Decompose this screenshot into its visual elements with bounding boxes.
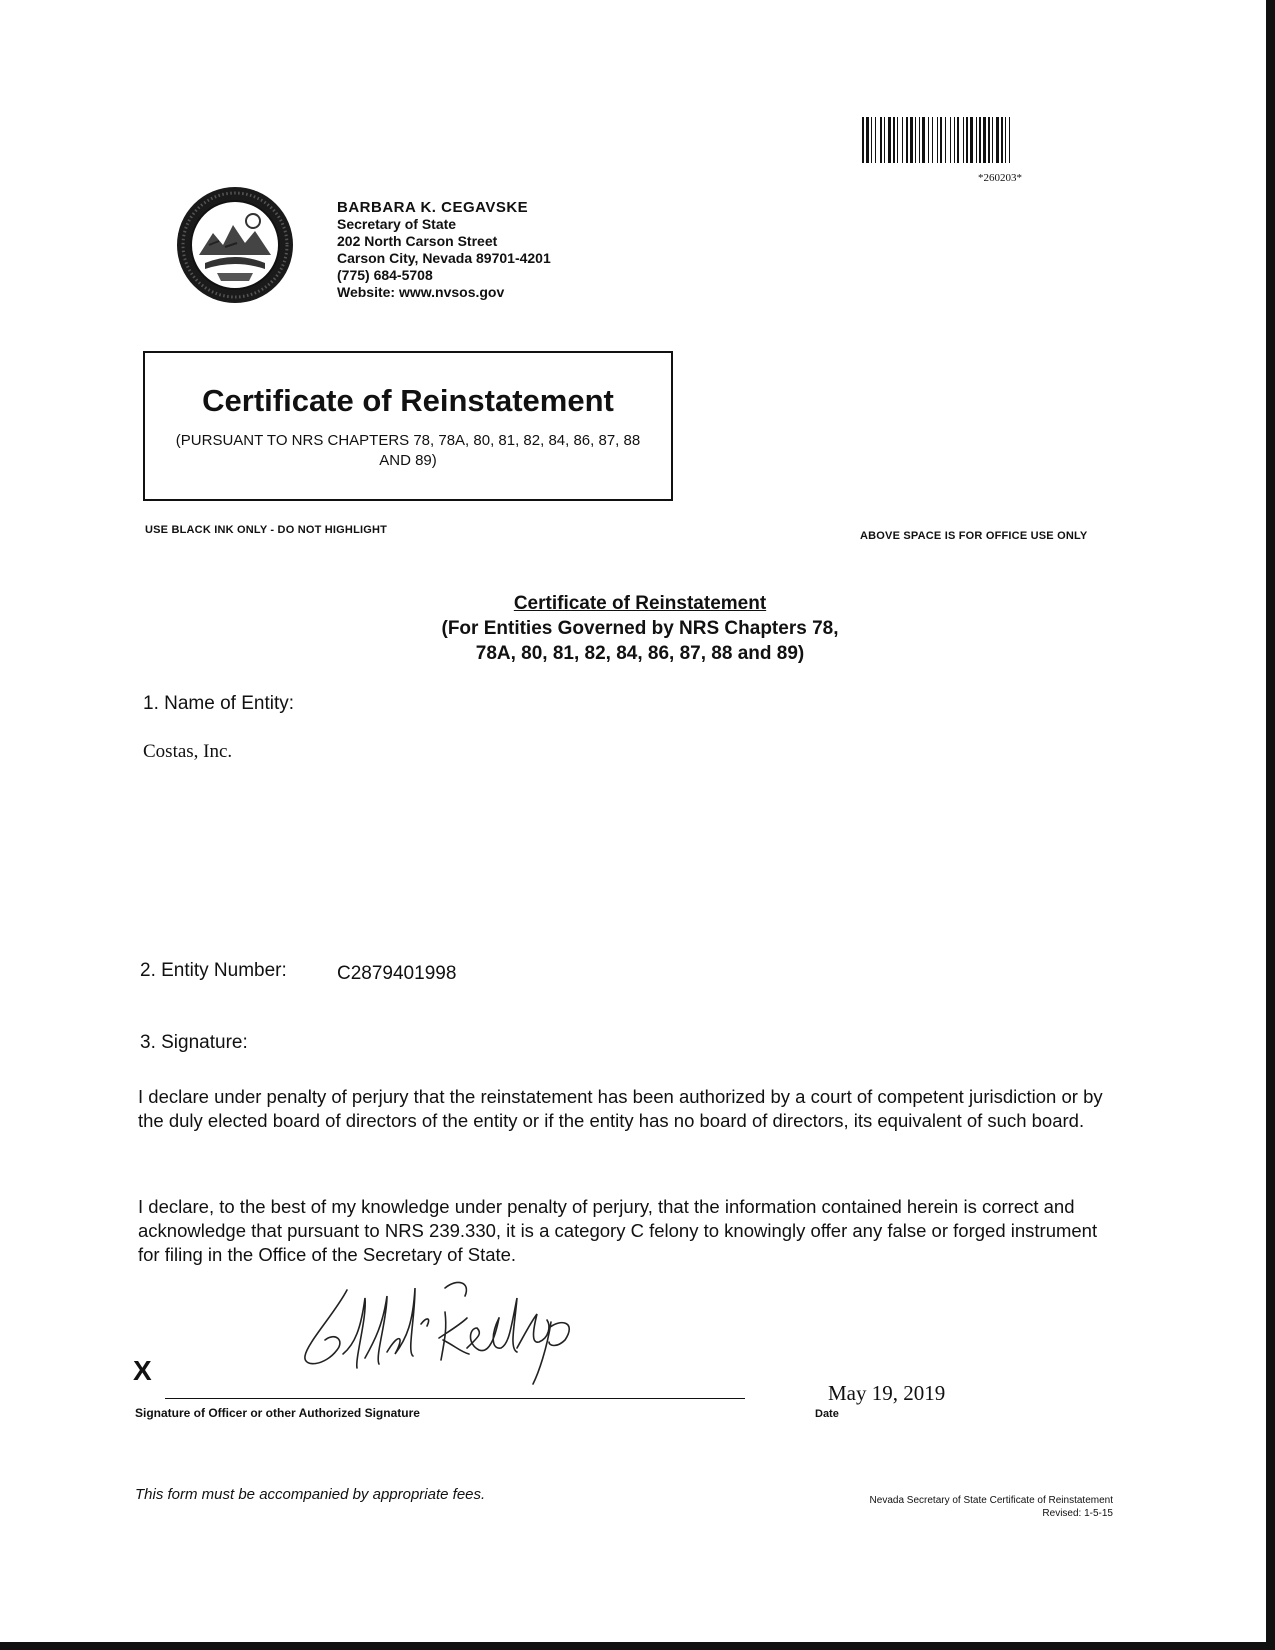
heading-title: Certificate of Reinstatement — [513, 593, 767, 614]
entity-name-label: 1. Name of Entity: — [143, 693, 295, 714]
entity-name-value: Costas, Inc. — [143, 741, 233, 762]
signature-line — [165, 1398, 745, 1399]
ink-instruction: USE BLACK INK ONLY - DO NOT HIGHLIGHT — [145, 524, 388, 536]
entity-number-label: 2. Entity Number: — [140, 960, 287, 981]
heading-line-2: (For Entities Governed by NRS Chapters 78, — [441, 618, 839, 639]
nevada-seal-icon — [175, 185, 295, 305]
form-title: Certificate of Reinstatement — [202, 383, 614, 418]
handwritten-signature — [295, 1268, 585, 1388]
barcode-image — [862, 117, 1138, 163]
office-phone: (775) 684-5708 — [337, 267, 433, 283]
declaration-paragraph-1: I declare under penalty of perjury that the reinstatement has been authorized by a court of competent jurisdiction or by the duly elected board of directors of the entity or if the entity has no board of directors, its equivalent of such board. — [138, 1086, 1103, 1131]
form-subtitle: (PURSUANT TO NRS CHAPTERS 78, 78A, 80, 81, 82, 84, 86, 87, 88 AND 89) — [175, 432, 641, 469]
date-value: May 19, 2019 — [828, 1381, 946, 1405]
signature-caption: Signature of Officer or other Authorized Signature — [135, 1406, 420, 1420]
heading-line-3: 78A, 80, 81, 82, 84, 86, 87, 88 and 89) — [475, 643, 805, 664]
secretary-of-state-address — [337, 199, 551, 301]
form-title-box — [143, 351, 673, 501]
office-city: Carson City, Nevada 89701-4201 — [337, 250, 551, 266]
signature-label: 3. Signature: — [140, 1032, 248, 1053]
footer-form-name: Nevada Secretary of State Certificate of Reinstatement — [869, 1495, 1113, 1506]
fees-note: This form must be accompanied by appropriate fees. — [135, 1486, 486, 1503]
section-heading — [330, 591, 950, 666]
declaration-paragraph-2: I declare, to the best of my knowledge under penalty of perjury, that the information contained herein is correct and acknowledge that pursuant to NRS 239.330, it is a category C felony to knowingly offer any false or forged instrument for filing in the Office of the Secretary of State. — [138, 1196, 1098, 1265]
footer-revised: Revised: 1-5-15 — [1042, 1508, 1113, 1519]
signature-x-mark: X — [133, 1355, 152, 1386]
form-footer — [700, 1494, 1113, 1520]
office-website: Website: www.nvsos.gov — [337, 284, 505, 300]
barcode-number: *260203* — [978, 172, 1022, 184]
office-use-note: ABOVE SPACE IS FOR OFFICE USE ONLY — [860, 530, 1088, 542]
scan-edge-bottom — [0, 1642, 1275, 1650]
scan-edge-right — [1266, 0, 1275, 1650]
date-caption: Date — [815, 1408, 839, 1420]
secretary-name: BARBARA K. CEGAVSKE — [337, 199, 529, 216]
secretary-title: Secretary of State — [337, 216, 457, 232]
office-street: 202 North Carson Street — [337, 233, 498, 249]
entity-number-value: C2879401998 — [337, 963, 457, 984]
